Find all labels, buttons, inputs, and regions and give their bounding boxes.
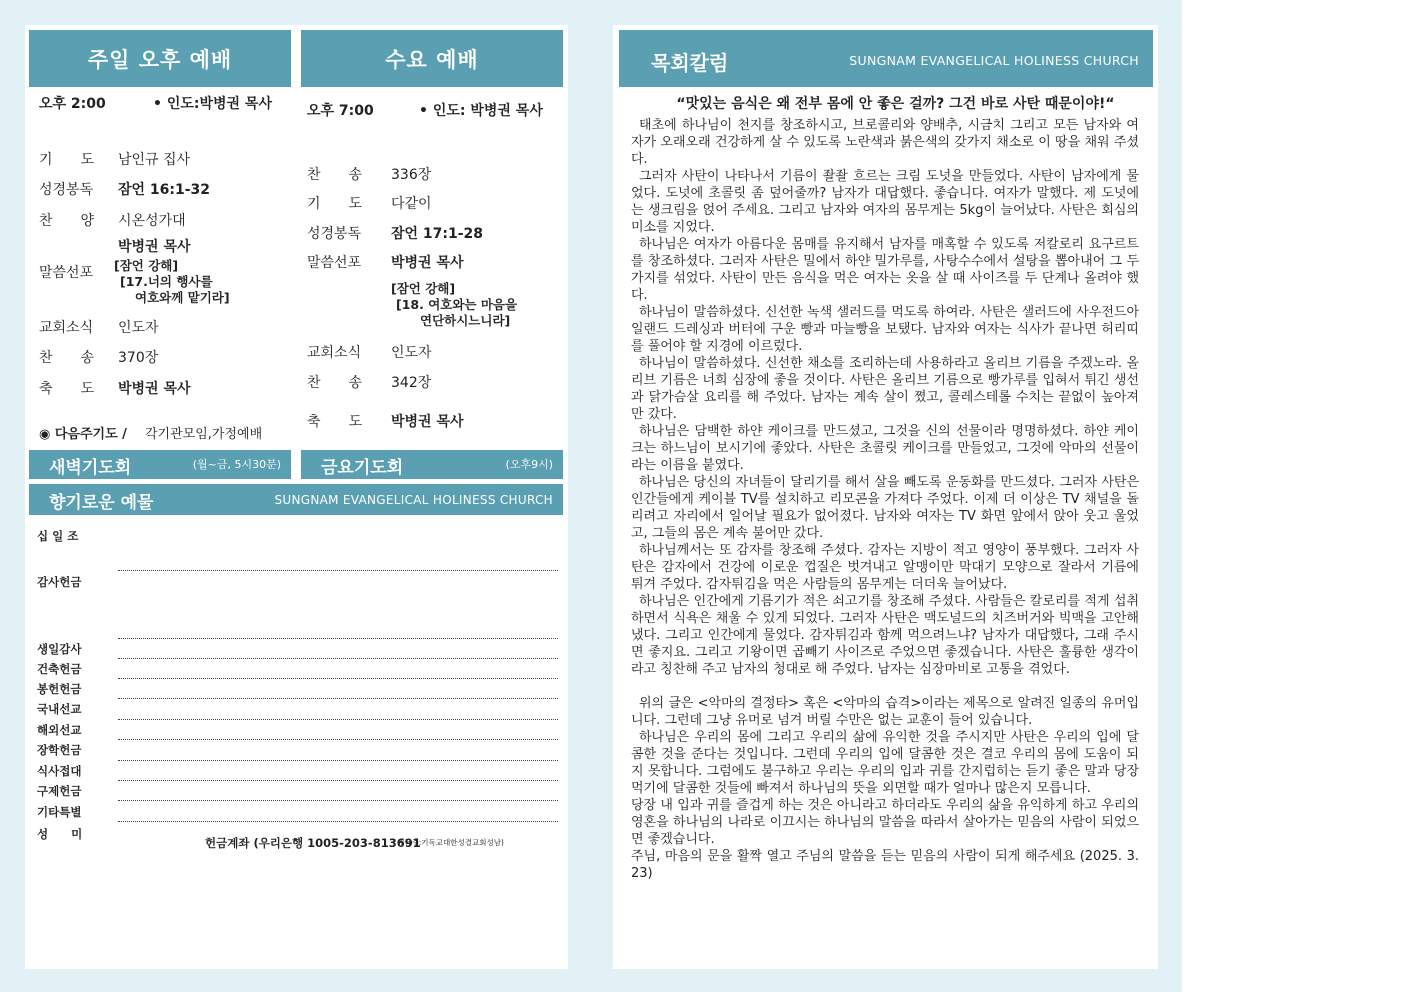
offering-line [118,658,558,659]
offering-line [118,570,558,571]
column-body [631,117,1139,882]
wednesday-row-value: 박병권 목사 [391,414,464,430]
column-paragraph: 하나님은 담백한 하얀 케이크를 만드셨고, 그것을 신의 선물이라 명명하셨다. 하얀 케이크는 하느님이 보시기에 좋았다. 사탄은 초콜릿 케이크를 만들었고, 그것에 악마의 선물이라는 이름을 붙였다. [631,424,1139,473]
offering-line [118,800,558,801]
friday-prayer-schedule: (오후9시) [505,458,553,471]
wednesday-row-value: 인도자 [391,345,432,361]
offering-category: 감사헌금 [37,575,82,589]
sunday-row-label: 찬 송 [39,350,95,366]
offering-line [118,760,558,761]
wednesday-row-label: 축 도 [307,414,363,430]
offering-category: 십 일 조 [37,529,79,543]
dawn-prayer-title: 새벽기도회 [49,458,132,478]
wednesday-sermon-title-cont: 연단하시느니라] [420,313,511,328]
offering-category: 생일감사 [37,642,82,656]
column-paragraph: 위의 글은 <악마의 결정타> 혹은 <악마의 습격>이라는 제목으로 알려진 일종의 유머입니다. 그런데 그냥 유머로 넘겨 버릴 수만은 없는 교훈이 들어 있습니다. [631,696,1139,728]
column-paragraph: 하나님께서는 또 감자를 창조해 주셨다. 감자는 지방이 적고 영양이 풍부했다. 그러자 사탄은 감자에서 건강에 이로운 껍질은 벗겨내고 알맹이만 막대기 모양으로 잘라서 기름에 튀겨 주었다. 감자튀김을 먹은 사람들의 몸무게는 더더욱 늘어났다. [631,543,1139,592]
offering-category: 기타특별 [37,805,82,819]
offering-category: 봉헌헌금 [37,682,82,696]
wednesday-row-value: 336장 [391,167,432,183]
offering-line [118,698,558,699]
wednesday-row-value: 다같이 [391,196,432,212]
column-paragraph: 태초에 하나님이 천지를 창조하시고, 브로콜리와 양배추, 시금치 그리고 모든 남자와 여자가 오래오래 건강하게 살 수 있도록 노란색과 붉은색의 갖가지 채소로 이 땅을 채워 주셨다. [631,118,1139,167]
wednesday-header [301,30,563,87]
wednesday-time: 오후 7:00 [307,103,374,119]
sunday-pm-leader: • 인도:박병권 목사 [153,96,272,112]
column-header [619,30,1153,87]
offering-category: 장학헌금 [37,743,82,757]
sunday-row-value: 박병권 목사 [118,381,191,397]
sunday-row-value: 잠언 16:1-32 [118,182,211,198]
sunday-row-value: 인도자 [118,320,159,336]
column-church-name: SUNGNAM EVANGELICAL HOLINESS CHURCH [849,53,1139,68]
wednesday-sermon-title: [18. 여호와는 마음을 [396,297,518,312]
sunday-row-value: 시온성가대 [118,213,186,229]
offering-line [118,821,558,822]
column-paragraph: 하나님은 우리의 몸에 그리고 우리의 삶에 유익한 것을 주시지만 사탄은 우리의 입에 달콤한 것을 준다는 것입니다. 그런데 우리의 입에 달콤한 것은 결코 우리의 몸에 도움이 되지 못합니다. 그럼에도 불구하고 우리는 우리의 입과 귀를 간지럽히는 듣기 좋은 말과 당장 먹기에 달콤한 것들에 빠져서 하나님의 뜻을 외면할 때가 얼마나 많은지 모릅니다. [631,730,1139,796]
sunday-sermon-title: [17.너의 행사를 [120,274,213,289]
offering-bar [29,484,563,515]
wednesday-row-label: 기 도 [307,196,363,212]
wednesday-sermon-series: [잠언 강해] [391,281,456,296]
friday-prayer-title: 금요기도회 [321,458,404,478]
offering-line [118,719,558,720]
column-header-title: 목회칼럼 [651,51,729,75]
wednesday-row-label: 말씀선포 [307,255,362,271]
offering-category: 구제헌금 [37,784,82,798]
left-panel [25,25,568,969]
offering-church-name: SUNGNAM EVANGELICAL HOLINESS CHURCH [274,493,553,507]
wednesday-row-label: 교회소식 [307,345,362,361]
wednesday-row-label: 찬 송 [307,375,363,391]
sunday-row-label: 찬 양 [39,213,95,229]
paragraph-gap [631,678,1139,695]
sunday-row-value: 남인규 집사 [118,152,191,168]
sunday-row-label: 교회소식 [39,320,94,336]
offering-category: 식사접대 [37,764,82,778]
wednesday-title: 수요 예배 [385,47,479,72]
account-holder: 예금주:기독교대한성결교회성남) [397,838,504,847]
offering-category: 성 미 [37,827,83,841]
wednesday-preacher: 박병권 목사 [391,255,464,271]
sunday-sermon-title-cont: 여호와께 맡기라] [135,290,230,305]
wednesday-row-label: 성경봉독 [307,226,362,242]
offering-line [118,739,558,740]
next-prayer-value: 각기관모임,가정예배 [145,427,263,442]
column-paragraph: 하나님은 인간에게 기름기가 적은 쇠고기를 창조해 주셨다. 사람들은 칼로리를 적게 섭취하면서 식욕은 채울 수 있게 되었다. 그러자 사탄은 맥도널드의 치즈버거와 빅맥을 고안해 냈다. 그리고 인간에게 물었다. 감자튀김과 함께 먹으려느냐? 남자가 대답했다, 그래 주시면 좋지요. 그리고 기왕이면 곱빼기 사이즈로 주었으면 좋겠습니다. 사탄은 훌륭한 생각이라고 칭찬해 주고 남자의 청대로 해 주었다. 남자는 심장마비로 고통을 겪었다. [631,594,1139,677]
sunday-pm-header [29,30,291,87]
dawn-prayer-bar [29,450,291,479]
column-paragraph: 그러자 사탄이 나타나서 기름이 좔좔 흐르는 크림 도넛을 만들었다. 사탄이 남자에게 물었다. 도넛에 초콜릿 좀 덮어줄까? 남자가 대답했다. 좋습니다. 여자가 말했다. 제 도넛에는 생크림을 얹어 주세요. 그리고 남자와 여자의 몸무게는 5kg이 늘어났다. 사탄은 회심의 미소를 지었다. [631,169,1139,235]
column-paragraph: 하나님은 당신의 자녀들이 달리기를 해서 살을 빼도록 운동화를 만드셨다. 그러자 사탄은 인간들에게 케이블 TV를 설치하고 리모콘을 가져다 주었다. 이제 더 이상은 TV 채널을 돌리려고 자리에서 일어날 필요가 없어졌다. 남자와 여자는 TV 화면 앞에서 앉아 웃고 울었고, 그들의 몸은 계속 불어만 갔다. [631,475,1139,541]
offering-line [118,678,558,679]
wednesday-row-value: 잠언 17:1-28 [391,226,484,242]
dawn-prayer-schedule: (월~금, 5시30분) [192,458,281,471]
wednesday-leader: • 인도: 박병권 목사 [419,103,543,119]
sunday-pm-time: 오후 2:00 [39,96,106,112]
wednesday-row-value: 342장 [391,375,432,391]
sunday-pm-title: 주일 오후 예배 [87,47,233,72]
column-paragraph: 하나님이 말씀하셨다. 신선한 녹색 샐러드를 먹도록 하여라. 사탄은 샐러드에 사우전드아일랜드 드레싱과 버터에 구운 빵과 마늘빵을 보탰다. 남자와 여자는 식사가 끝나면 허리띠를 풀어야 할 지경에 이르렀다. [631,305,1139,354]
offering-line [118,780,558,781]
sunday-preacher: 박병권 목사 [118,239,191,255]
column-paragraph: 하나님이 말씀하셨다. 신선한 채소를 조리하는데 사용하라고 올리브 기름을 주겠노라. 올리브 기름은 너희 심장에 좋을 것이다. 사탄은 올리브 기름으로 빵가루를 입혀서 튀긴 생선과 닭가슴살 요리를 해 주었다. 남자는 계속 살이 쪘고, 콜레스테롤 수치는 끝없이 높아져만 갔다. [631,356,1139,422]
sunday-row-label: 축 도 [39,381,95,397]
right-panel [613,25,1158,969]
friday-prayer-bar [301,450,563,479]
offering-category: 국내선교 [37,702,82,716]
column-paragraph: 당장 내 입과 귀를 즐겁게 하는 것은 아니라고 하더라도 우리의 삶을 유익하게 하고 우리의 영혼을 하나님의 나라로 이끄시는 하나님의 말씀을 따라서 살아가는 믿음의 사람이 되었으면 좋겠습니다. [631,798,1139,847]
column-paragraph: 주님, 마음의 문을 활짝 열고 주님의 말씀을 듣는 믿음의 사람이 되게 해주세요 (2025. 3. 23) [631,849,1139,881]
sunday-row-label: 성경봉독 [39,182,94,198]
sunday-sermon-series: [잠언 강해] [114,258,179,273]
offering-line [118,638,558,639]
column-title: “맛있는 음식은 왜 전부 몸에 안 좋은 걸까? 그건 바로 사탄 때문이야!“ [676,96,1115,112]
column-paragraph: 하나님은 여자가 아름다운 몸매를 유지해서 남자를 매혹할 수 있도록 저칼로리 요구르트를 창조하셨다. 그러자 사탄은 밀에서 하얀 밀가루를, 사탕수수에서 설탕을 뽑아내어 그 두 가지를 섞었다. 사탄이 만든 음식을 먹은 여자는 옷을 살 때 사이즈를 두 단계나 올려야 했다. [631,237,1139,303]
sunday-row-label: 말씀선포 [39,265,94,281]
sunday-row-value: 370장 [118,350,159,366]
offering-title: 향기로운 예물 [49,493,154,513]
offering-category: 해외선교 [37,723,82,737]
offering-category: 건축헌금 [37,662,82,676]
next-prayer-label: ◉ 다음주기도 / [39,427,127,442]
wednesday-row-label: 찬 송 [307,167,363,183]
sunday-row-label: 기 도 [39,152,95,168]
account-info: 헌금계좌 (우리은행 1005-203-813691 [205,836,421,850]
